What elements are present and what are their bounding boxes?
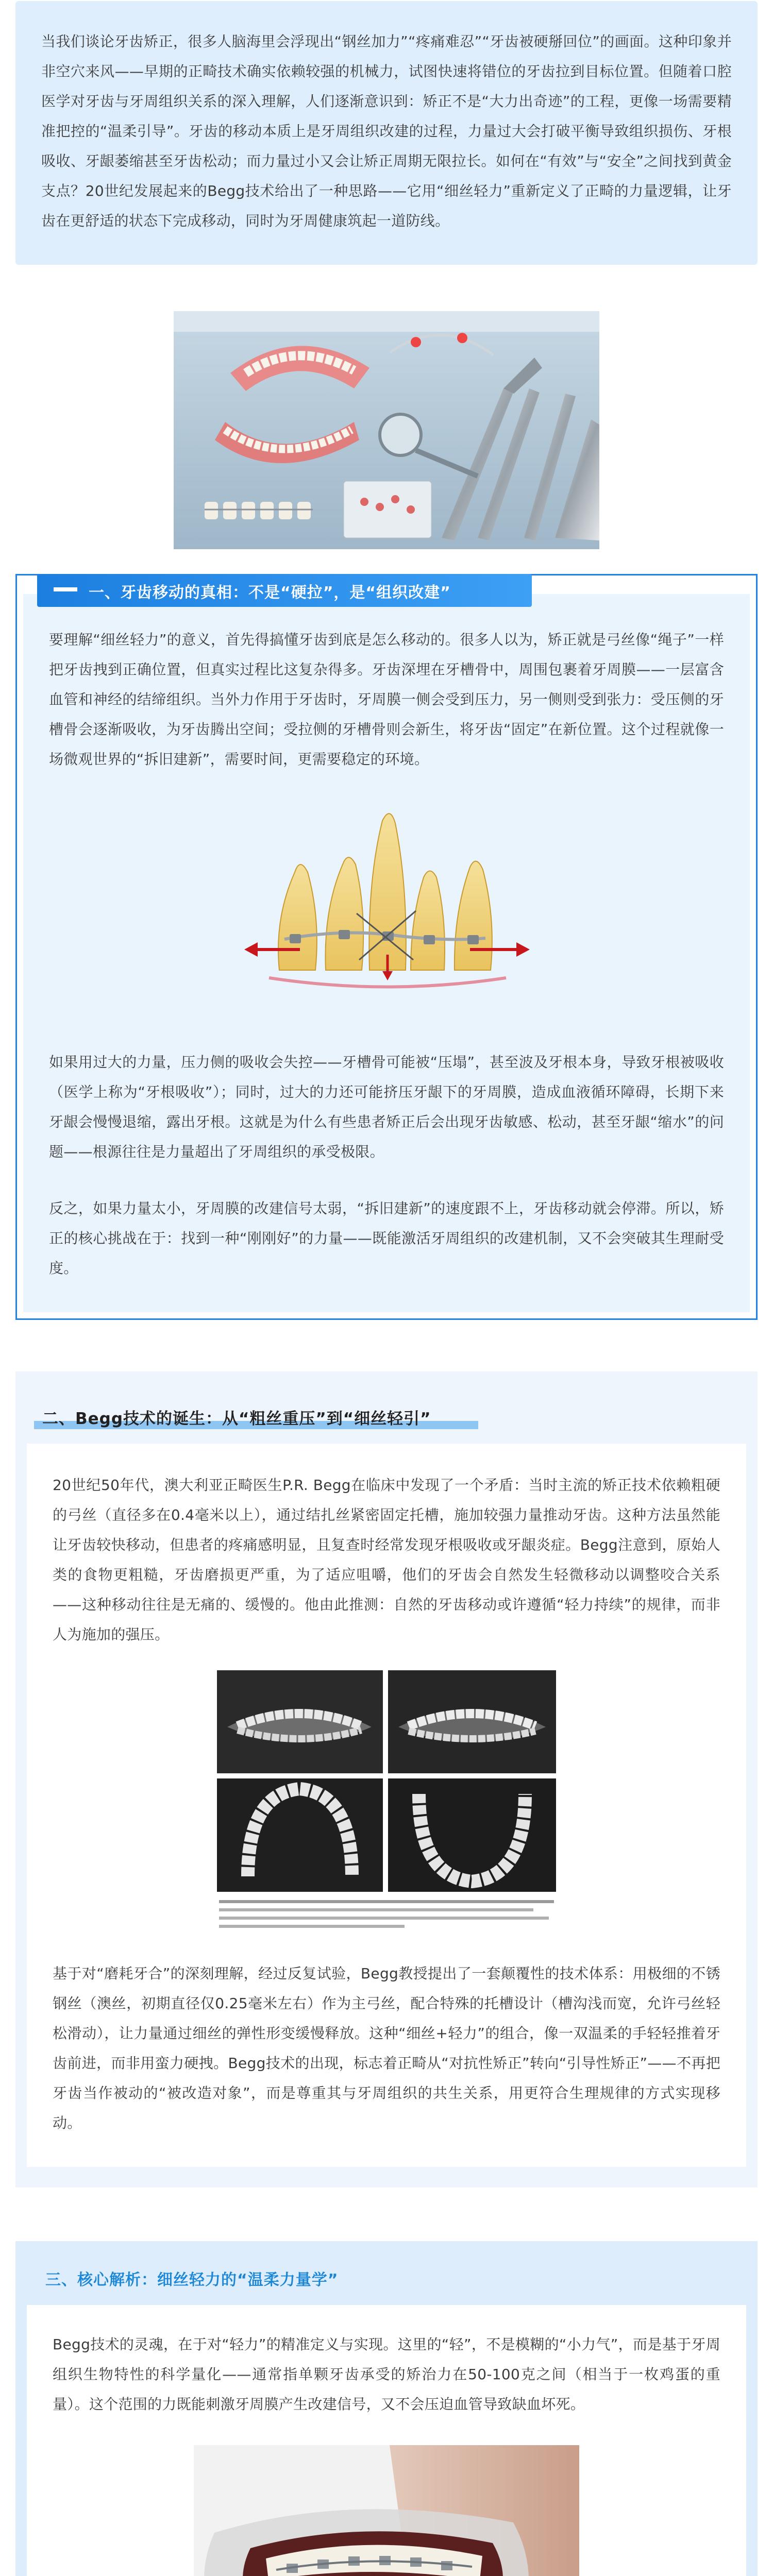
intro-paragraph: 当我们谈论牙齿矫正，很多人脑海里会浮现出“钢丝加力”“疼痛难忍”“牙齿被硬掰回位”的画面。这种印象并非空穴来风——早期的正畸技术确实依赖较强的机械力，试图快速将错位的牙齿拉到目标位置。但随着口腔医学对牙齿与牙周组织关系的深入理解，人们逐渐意识到：矫正不是“大力出奇迹”的工程，更像一场需要精准把控的“温柔引导”。牙齿的移动本质上是牙周组织改建的过程，力量过大会打破平衡导致组织损伤、牙根吸收、牙龈萎缩甚至牙齿松动；而力量过小又会让矫正周期无限拉长。如何在“有效”与“安全”之间找到黄金支点？20世纪发展起来的Begg技术给出了一种思路——它用“细丝轻力”重新定义了正畸的力量逻辑，让牙齿在更舒适的状态下完成移动，同时为牙周健康筑起一道防线。 xyxy=(41,33,732,229)
section-3-header xyxy=(27,2262,746,2305)
section-2-paragraph: 20世纪50年代，澳大利亚正畸医生P.R. Begg在临床中发现了一个矛盾：当时主流的矫正技术依赖粗硬的弓丝（直径多在0.4毫米以上），通过结扎丝紧密固定托槽，施加较强力量推动牙齿。这种方法虽然能让牙齿较快移动，但患者的疼痛感明显，且复查时经常发现牙根吸收或牙龈炎症。Begg注意到，原始人类的食物更粗糙，牙齿磨损更严重，为了适应咀嚼，他们的牙齿会自然发生轻微移动以调整咬合关系——这种移动往往是无痛的、缓慢的。他由此推测：自然的牙齿移动或许遵循“轻力持续”的规律，而非人为施加的强压。 xyxy=(53,1477,720,1643)
article-page xyxy=(0,1,773,2576)
section-2 xyxy=(15,1371,758,2188)
intro-box xyxy=(15,1,758,265)
braces-closeup-photo xyxy=(194,2445,579,2576)
section-2-title: 二、Begg技术的诞生：从“粗丝重压”到“细丝轻引” xyxy=(42,1410,431,1428)
section-1-paragraph: 反之，如果力量太小，牙周膜的改建信号太弱，“拆旧建新”的速度跟不上，牙齿移动就会停滞。所以，矫正的核心挑战在于：找到一种“刚刚好”的力量——既能激活牙周组织的改建机制，又不会突破其生理耐受度。 xyxy=(49,1200,724,1277)
clinical-photo-collage xyxy=(217,1670,556,1938)
section-1-paragraph: 要理解“细丝轻力”的意义，首先得搞懂牙齿到底是怎么移动的。很多人以为，矫正就是弓丝像“绳子”一样把牙齿拽到正确位置，但真实过程比这复杂得多。牙齿深埋在牙槽骨中，周围包裹着牙周膜——一层富含血管和神经的结缔组织。当外力作用于牙齿时，牙周膜一侧会受到压力，另一侧则受到张力：受压侧的牙槽骨会逐渐吸收，为牙齿腾出空间；受拉侧的牙槽骨则会新生，将牙齿“固定”在新位置。这个过程就像一场微观世界的“拆旧建新”，需要时间，更需要稳定的环境。 xyxy=(49,631,724,768)
section-2-content xyxy=(27,1444,746,2167)
section-2-paragraph: 基于对“磨耗牙合”的深刻理解，经过反复试验，Begg教授提出了一套颠覆性的技术体系：用极细的不锈钢丝（澳丝，初期直径仅0.25毫米左右）作为主弓丝，配合特殊的托槽设计（槽沟浅而宽，允许弓丝轻松滑动），让力量通过细丝的弹性形变缓慢释放。这种“细丝+轻力”的组合，像一双温柔的手轻轻推着牙齿前进，而非用蛮力硬拽。Begg技术的出现，标志着正畸从“对抗性矫正”转向“引导性矫正”——不再把牙齿当作被动的“被改造对象”，而是尊重其与牙周组织的共生关系，用更符合生理规律的方式实现移动。 xyxy=(53,1965,720,2131)
section-1-frame xyxy=(15,574,758,1320)
section-1-title: 一、牙齿移动的真相：不是“硬拉”，是“组织改建” xyxy=(89,584,451,602)
orthodontic-tools-photo xyxy=(174,311,599,549)
tooth-movement-diagram xyxy=(238,800,535,1016)
section-1 xyxy=(15,574,758,1320)
section-2-header xyxy=(27,1402,746,1438)
section-3 xyxy=(15,2241,758,2576)
section-3-paragraph: Begg技术的灵魂，在于对“轻力”的精准定义与实现。这里的“轻”，不是模糊的“小力气”，而是基于牙周组织生物特性的科学量化——通常指单颗牙齿承受的矫治力在50-100克之间（相当于一枚鸡蛋的重量）。这个范围的力既能刺激牙周膜产生改建信号，又不会压迫血管导致缺血坏死。 xyxy=(53,2336,720,2413)
title-dash-mark xyxy=(54,587,77,591)
section-1-title-tab xyxy=(37,574,532,607)
section-1-content xyxy=(23,594,750,1312)
section-3-title: 三、核心解析：细丝轻力的“温柔力量学” xyxy=(45,2271,339,2289)
section-3-content xyxy=(27,2305,746,2576)
section-1-paragraph: 如果用过大的力量，压力侧的吸收会失控——牙槽骨可能被“压塌”，甚至波及牙根本身，导致牙根被吸收（医学上称为“牙根吸收”）；同时，过大的力还可能挤压牙龈下的牙周膜，造成血液循环障碍，长期下来牙龈会慢慢退缩，露出牙根。这就是为什么有些患者矫正后会出现牙齿敏感、松动，甚至牙龈“缩水”的问题——根源往往是力量超出了牙周组织的承受极限。 xyxy=(49,1054,724,1160)
